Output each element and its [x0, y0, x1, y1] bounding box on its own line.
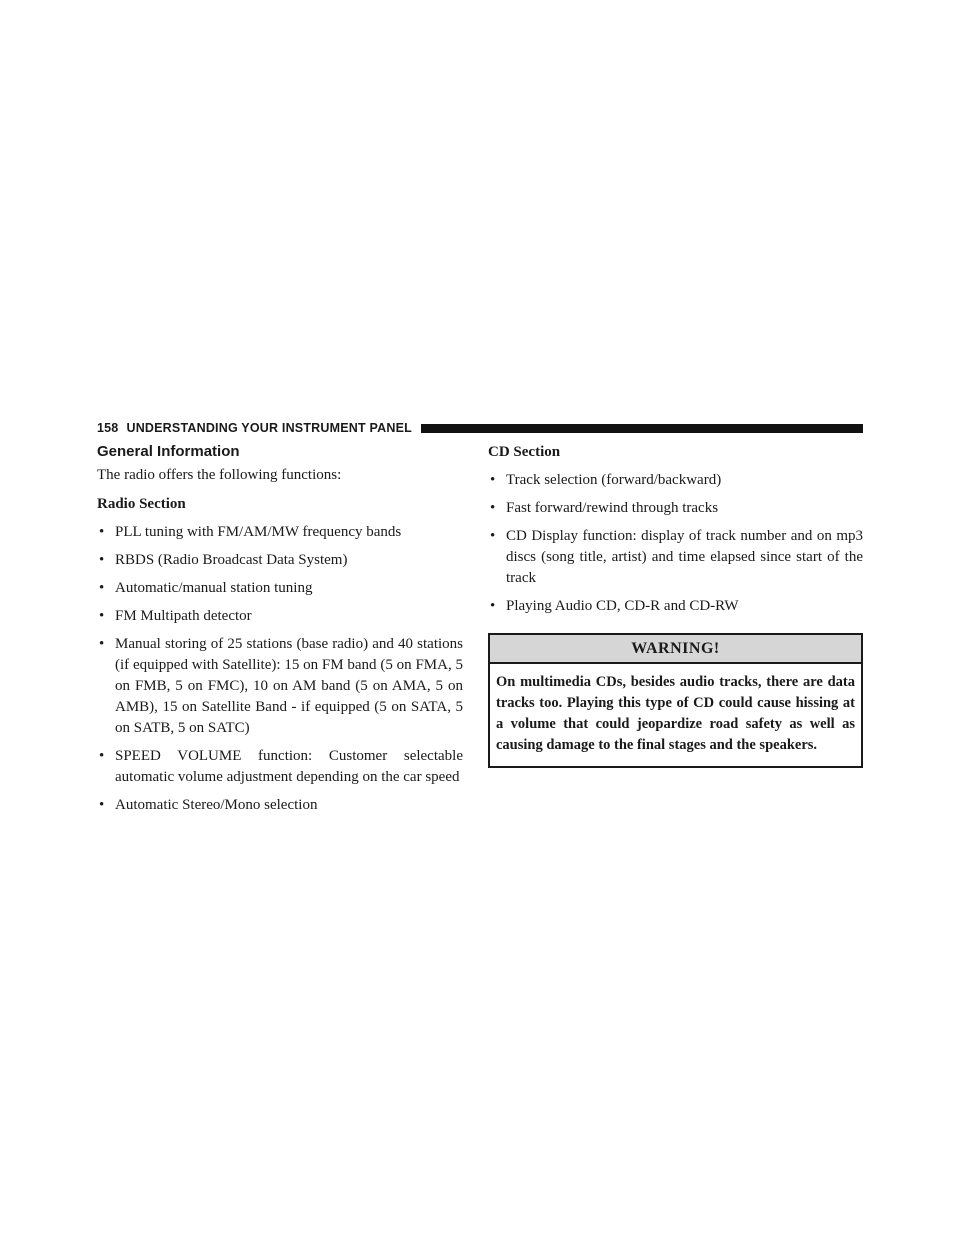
bullet-icon: • — [490, 528, 496, 544]
bullet-icon: • — [99, 608, 105, 624]
cd-feature-list — [488, 470, 863, 617]
list-item: • Track selection (forward/backward) — [488, 470, 863, 491]
list-item: • Automatic/manual station tuning — [97, 578, 463, 599]
warning-text: On multimedia CDs, besides audio tracks, there are data tracks too. Playing this type of CD could cause hissing at a volume that could jeopardize road safety as well as causing damage to the final stages and the speakers. — [496, 674, 855, 753]
section-title: UNDERSTANDING YOUR INSTRUMENT PANEL — [126, 421, 412, 435]
page-header — [97, 418, 863, 438]
intro-text: The radio offers the following functions: — [97, 467, 342, 483]
radio-section-heading: Radio Section — [97, 496, 186, 512]
bullet-icon: • — [99, 636, 105, 652]
page-number: 158 — [97, 421, 119, 435]
list-item: • PLL tuning with FM/AM/MW frequency bands — [97, 522, 463, 543]
bullet-icon: • — [490, 598, 496, 614]
left-column — [97, 442, 463, 816]
right-column — [488, 442, 863, 768]
bullet-icon: • — [99, 524, 105, 540]
list-item: • Fast forward/rewind through tracks — [488, 498, 863, 519]
bullet-icon: • — [99, 580, 105, 596]
radio-feature-list — [97, 522, 463, 816]
list-item: • Automatic Stereo/Mono selection — [97, 795, 463, 816]
bullet-icon: • — [99, 748, 105, 764]
bullet-icon: • — [490, 472, 496, 488]
bullet-icon: • — [490, 500, 496, 516]
list-item: • SPEED VOLUME function: Customer selectable automatic volume adjustment depending on the car speed — [99, 748, 463, 785]
list-item: • Manual storing of 25 stations (base radio) and 40 stations (if equipped with Satellite): 15 on FM band (5 on FMA, 5 on FMB, 5 on FMC), 10 on AM band (5 on AMA, 5 on AMB), 15 on Satellite Band - if equipped (5 on SATA, 5 on SATB, 5 on SATC) — [99, 636, 463, 736]
warning-box — [488, 633, 863, 768]
cd-section-heading: CD Section — [488, 444, 561, 460]
warning-title: WARNING! — [490, 635, 861, 664]
list-item: • CD Display function: display of track number and on mp3 discs (song title, artist) and time elapsed since start of the track — [490, 528, 863, 586]
list-item: • FM Multipath detector — [97, 606, 463, 627]
list-item: • Playing Audio CD, CD-R and CD-RW — [488, 596, 863, 617]
header-rule — [421, 424, 863, 433]
list-item: • RBDS (Radio Broadcast Data System) — [97, 550, 463, 571]
bullet-icon: • — [99, 552, 105, 568]
general-information-heading: General Information — [97, 443, 240, 460]
bullet-icon: • — [99, 797, 105, 813]
